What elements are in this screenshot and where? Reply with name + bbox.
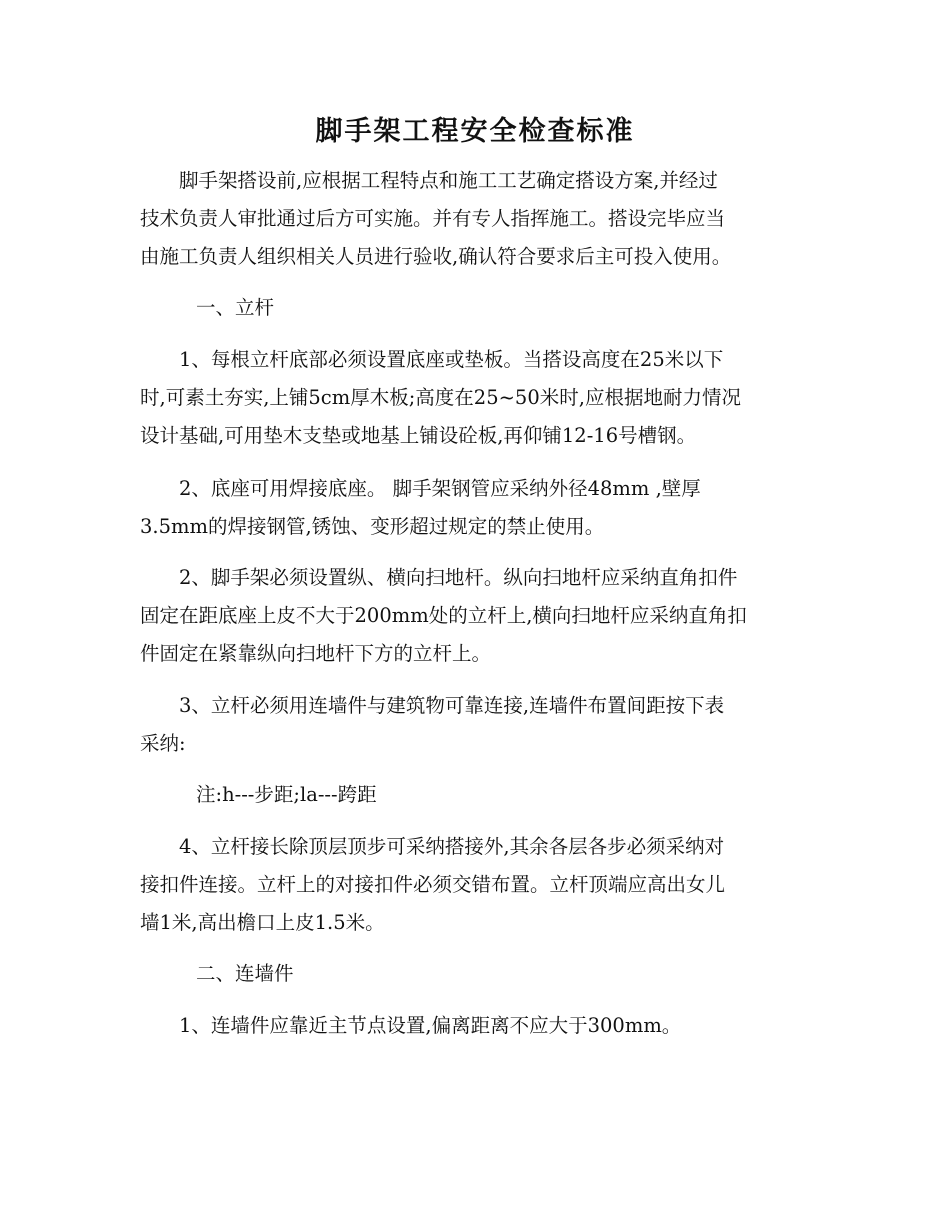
- paragraph-2: [140, 470, 812, 546]
- text-line: 固定在距底座上皮不大于200mm处的立杆上,横向扫地杆应采纳直角扣: [140, 604, 747, 627]
- text-line: 采纳:: [140, 732, 186, 755]
- table-note: 注:h---步距;la---跨距: [196, 783, 377, 806]
- text-line: 时,可素土夯实,上铺5cm厚木板;高度在25~50米时,应根据地耐力情况: [140, 386, 741, 409]
- text-line: 设计基础,可用垫木支垫或地基上铺设砼板,再仰铺12-16号槽钢。: [140, 424, 697, 447]
- text-line: 3、立杆必须用连墙件与建筑物可靠连接,连墙件布置间距按下表: [140, 694, 725, 717]
- text-line: 4、立杆接长除顶层顶步可采纳搭接外,其余各层各步必须采纳对: [140, 835, 725, 858]
- text-line: 3.5mm的焊接钢管,锈蚀、变形超过规定的禁止使用。: [140, 515, 605, 538]
- paragraph-6: [140, 1007, 812, 1045]
- paragraph-5: [140, 828, 812, 942]
- text-line: 技术负责人审批通过后方可实施。并有专人指挥施工。搭设完毕应当: [140, 207, 726, 230]
- text-line: 2、底座可用焊接底座。 脚手架钢管应采纳外径48mm ,壁厚: [140, 477, 701, 500]
- text-line: 脚手架搭设前,应根据工程特点和施工工艺确定搭设方案,并经过: [140, 169, 718, 192]
- text-line: 接扣件连接。立杆上的对接扣件必须交错布置。立杆顶端应高出女儿: [140, 873, 726, 896]
- text-line: 由施工负责人组织相关人员进行验收,确认符合要求后主可投入使用。: [140, 245, 732, 268]
- paragraph-4: [140, 687, 812, 763]
- text-line: 件固定在紧靠纵向扫地杆下方的立杆上。: [140, 642, 492, 665]
- paragraph-1: [140, 341, 812, 455]
- section-heading-upright-poles: 一、立杆: [196, 296, 275, 319]
- intro-paragraph: [140, 162, 812, 276]
- paragraph-3: [140, 559, 812, 673]
- text-line: 1、连墙件应靠近主节点设置,偏离距离不应大于300mm。: [140, 1014, 682, 1037]
- text-line: 2、脚手架必须设置纵、横向扫地杆。纵向扫地杆应采纳直角扣件: [140, 566, 738, 589]
- text-line: 1、每根立杆底部必须设置底座或垫板。当搭设高度在25米以下: [140, 348, 724, 371]
- text-line: 墙1米,高出檐口上皮1.5米。: [140, 911, 385, 934]
- document-title: 脚手架工程安全检查标准: [315, 116, 635, 147]
- section-heading-wall-ties: 二、连墙件: [196, 962, 294, 985]
